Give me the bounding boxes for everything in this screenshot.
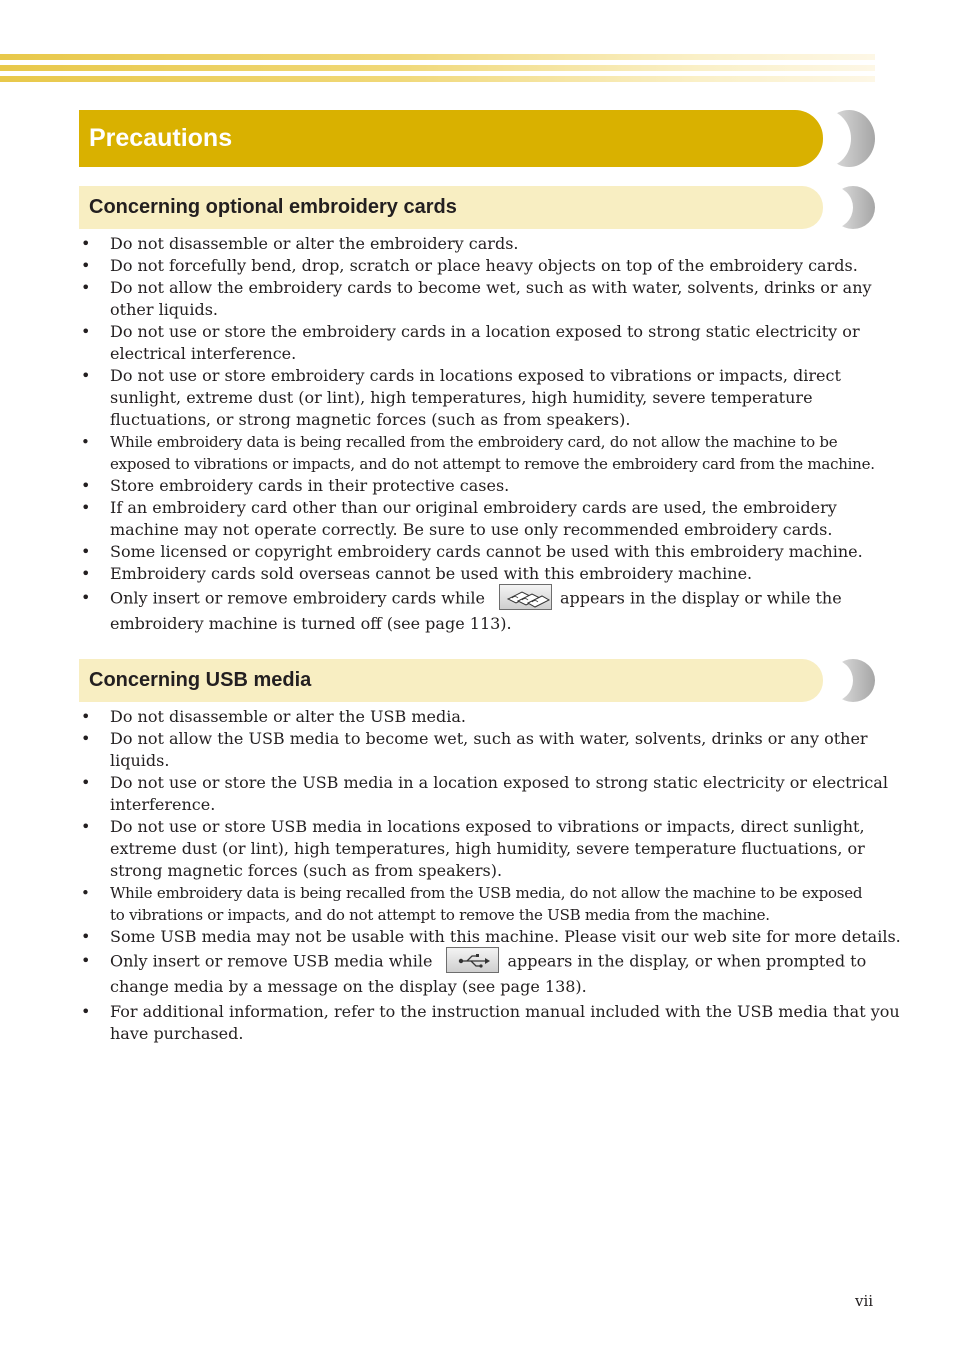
item-text-line: Do not disassemble or alter the USB media. bbox=[110, 707, 466, 726]
item-text: appears in the display, or when prompted to bbox=[507, 951, 867, 971]
item-text-line: exposed to vibrations or impacts, and do not attempt to remove the embroidery card from the machine. bbox=[110, 455, 875, 473]
cards-precaution-list bbox=[79, 233, 879, 636]
usb-key-icon bbox=[446, 947, 499, 973]
item-text-line: Do not disassemble or alter the embroidery cards. bbox=[110, 234, 519, 253]
item-text-line: Do not use or store the USB media in a location exposed to strong static electricity or electrical bbox=[110, 773, 888, 792]
item-text-line: Do not allow the embroidery cards to become wet, such as with water, solvents, drinks or any bbox=[110, 278, 872, 297]
list-item bbox=[79, 882, 879, 926]
item-text-line: to vibrations or impacts, and do not attempt to remove the USB media from the machine. bbox=[110, 906, 770, 924]
bullet: • bbox=[81, 707, 91, 726]
item-text-line: Do not use or store embroidery cards in locations exposed to vibrations or impacts, direct bbox=[110, 366, 841, 385]
bullet: • bbox=[81, 322, 91, 341]
list-item bbox=[79, 816, 879, 882]
bullet: • bbox=[81, 498, 91, 517]
item-text-line: Do not use or store the embroidery cards in a location exposed to strong static electricity or bbox=[110, 322, 860, 341]
list-item bbox=[79, 321, 879, 365]
bullet: • bbox=[81, 542, 91, 561]
bullet: • bbox=[81, 476, 91, 495]
section-heading-usb bbox=[79, 659, 875, 702]
list-item bbox=[79, 431, 879, 475]
item-text: appears in the display or while the bbox=[559, 588, 842, 608]
bullet: • bbox=[81, 588, 91, 607]
list-item bbox=[79, 497, 879, 541]
item-text-line: Embroidery cards sold overseas cannot be used with this embroidery machine. bbox=[110, 564, 753, 583]
item-text-line: strong magnetic forces (such as from speakers). bbox=[110, 861, 503, 880]
bullet: • bbox=[81, 256, 91, 275]
section-title: Concerning USB media bbox=[89, 669, 312, 691]
list-item bbox=[79, 233, 879, 255]
bullet: • bbox=[81, 927, 91, 946]
list-item bbox=[79, 728, 879, 772]
item-text-line: Do not allow the USB media to become wet, such as with water, solvents, drinks or any other bbox=[110, 729, 868, 748]
item-text: Only insert or remove embroidery cards while bbox=[110, 588, 485, 608]
embroidery-card-key-icon bbox=[499, 584, 552, 610]
item-text-line: extreme dust (or lint), high temperatures, high humidity, severe temperature fluctuations, or bbox=[110, 839, 865, 858]
item-text-line: interference. bbox=[110, 795, 216, 814]
item-text-line: Do not forcefully bend, drop, scratch or place heavy objects on top of the embroidery cards. bbox=[110, 256, 858, 275]
item-text-line: other liquids. bbox=[110, 300, 219, 319]
item-text-line: While embroidery data is being recalled from the embroidery card, do not allow the machine to be bbox=[110, 433, 838, 451]
list-item bbox=[79, 365, 879, 431]
list-item bbox=[79, 949, 879, 999]
item-text-line: machine may not operate correctly. Be sure to use only recommended embroidery cards. bbox=[110, 520, 833, 539]
header-stripes bbox=[0, 54, 875, 82]
item-text-line: Some USB media may not be usable with this machine. Please visit our web site for more details. bbox=[110, 927, 901, 946]
list-item bbox=[79, 772, 888, 816]
item-text-line: liquids. bbox=[110, 751, 170, 770]
list-item bbox=[79, 277, 879, 321]
bullet: • bbox=[81, 433, 90, 451]
list-item bbox=[79, 706, 879, 728]
section-heading-cards bbox=[79, 186, 875, 229]
bullet: • bbox=[81, 1002, 91, 1021]
item-text-line: embroidery machine is turned off (see page 113). bbox=[110, 614, 512, 633]
item-text-line: If an embroidery card other than our original embroidery cards are used, the embroidery bbox=[110, 498, 837, 517]
item-text-line: sunlight, extreme dust (or lint), high temperatures, high humidity, severe temperature bbox=[110, 388, 813, 407]
bullet: • bbox=[81, 817, 91, 836]
bullet: • bbox=[81, 234, 91, 253]
item-text-line: change media by a message on the display (see page 138). bbox=[110, 977, 587, 996]
item-text-line: Some licensed or copyright embroidery cards cannot be used with this embroidery machine. bbox=[110, 542, 863, 561]
item-text-line: Store embroidery cards in their protective cases. bbox=[110, 476, 510, 495]
list-item bbox=[79, 563, 879, 585]
item-text-line: fluctuations, or strong magnetic forces (such as from speakers). bbox=[110, 410, 631, 429]
list-item bbox=[79, 1001, 900, 1045]
bullet: • bbox=[81, 884, 90, 902]
bullet: • bbox=[81, 366, 91, 385]
section-title: Concerning optional embroidery cards bbox=[89, 196, 457, 218]
bullet: • bbox=[81, 951, 91, 970]
bullet: • bbox=[81, 729, 91, 748]
bullet: • bbox=[81, 278, 91, 297]
bullet: • bbox=[81, 773, 91, 792]
page-title: Precautions bbox=[89, 124, 233, 152]
usb-precaution-list bbox=[79, 706, 901, 1045]
page-title-banner bbox=[79, 110, 875, 167]
bullet: • bbox=[81, 564, 91, 583]
list-item bbox=[79, 541, 879, 563]
item-text-line: While embroidery data is being recalled from the USB media, do not allow the machine to be exposed bbox=[110, 884, 863, 902]
item-text: Only insert or remove USB media while bbox=[110, 951, 433, 971]
page-number: vii bbox=[855, 1292, 874, 1310]
list-item bbox=[79, 586, 879, 636]
list-item bbox=[79, 255, 879, 277]
item-text-line: electrical interference. bbox=[110, 344, 297, 363]
item-text-line: Do not use or store USB media in locations exposed to vibrations or impacts, direct sunlight, bbox=[110, 817, 865, 836]
item-text-line: For additional information, refer to the instruction manual included with the USB media that you bbox=[110, 1002, 900, 1021]
item-text-line: have purchased. bbox=[110, 1024, 244, 1043]
list-item bbox=[79, 926, 901, 948]
list-item bbox=[79, 475, 879, 497]
